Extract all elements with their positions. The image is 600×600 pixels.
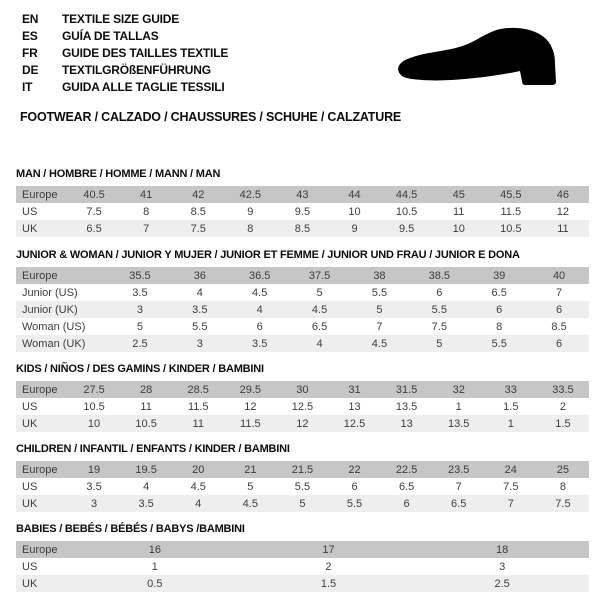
- size-value-cell: 1.5: [320, 577, 337, 590]
- language-row: [22, 44, 228, 61]
- size-value-cell: 7: [455, 480, 462, 493]
- size-value-cell: 11: [452, 205, 465, 218]
- size-value-cell: 12: [556, 205, 570, 218]
- size-value-cell: 8.5: [190, 205, 206, 218]
- size-table-section-babies: [16, 523, 589, 592]
- size-value-cell: 39: [493, 269, 506, 282]
- size-value-cell: 4: [316, 337, 323, 350]
- size-value-cell: 6: [556, 303, 563, 316]
- language-code: FR: [22, 45, 38, 60]
- size-value-cell: 27.5: [83, 383, 105, 396]
- size-value-cell: 35.5: [129, 269, 151, 282]
- size-table-children: [16, 461, 589, 512]
- size-value-cell: 12: [244, 400, 257, 413]
- size-value-cell: 11: [557, 222, 569, 235]
- size-value-cell: 8: [559, 480, 566, 493]
- size-value-cell: 10: [87, 417, 101, 430]
- size-value-cell: 1.5: [503, 400, 519, 413]
- language-code: EN: [22, 11, 39, 26]
- size-value-cell: 6: [403, 497, 410, 510]
- size-value-cell: 7.5: [431, 320, 447, 333]
- size-value-cell: 4: [143, 480, 150, 493]
- size-value-cell: 1: [455, 400, 462, 413]
- table-row: [16, 335, 589, 352]
- size-value-cell: 6: [556, 337, 563, 350]
- size-value-cell: 2: [559, 400, 566, 413]
- row-label-cell: Europe: [22, 269, 58, 282]
- size-value-cell: 5: [136, 320, 143, 333]
- table-row: [16, 301, 589, 318]
- size-value-cell: 5: [316, 286, 323, 299]
- size-value-cell: 44.5: [395, 188, 418, 201]
- size-value-cell: 5.5: [192, 320, 208, 333]
- size-value-cell: 37.5: [308, 269, 331, 282]
- size-value-cell: 42.5: [239, 188, 262, 201]
- size-value-cell: 6: [256, 320, 263, 333]
- language-code: DE: [22, 62, 39, 77]
- size-value-cell: 41: [140, 188, 153, 201]
- size-value-cell: 1: [507, 417, 514, 430]
- size-table-babies: [16, 541, 589, 592]
- size-value-cell: 12.5: [343, 417, 366, 430]
- language-code: ES: [22, 28, 38, 43]
- size-value-cell: 23.5: [447, 463, 470, 476]
- size-value-cell: 29.5: [239, 383, 262, 396]
- size-value-cell: 5: [299, 497, 306, 510]
- size-value-cell: 10.5: [395, 205, 418, 218]
- size-value-cell: 24: [504, 463, 517, 476]
- size-value-cell: 11.5: [500, 205, 522, 218]
- row-label-cell: US: [22, 400, 38, 413]
- language-list: [22, 10, 228, 95]
- size-value-cell: 4.5: [190, 480, 206, 493]
- size-value-cell: 7: [143, 222, 150, 235]
- table-row: [16, 186, 589, 203]
- table-row: [16, 381, 589, 398]
- size-value-cell: 7.5: [86, 205, 102, 218]
- size-value-cell: 3: [499, 560, 506, 573]
- size-value-cell: 12: [296, 417, 309, 430]
- language-code: IT: [22, 79, 33, 94]
- table-row: [16, 203, 589, 220]
- row-label-cell: Woman (US): [22, 320, 86, 333]
- size-value-cell: 33: [504, 383, 517, 396]
- size-value-cell: 12.5: [291, 400, 314, 413]
- language-label: GUIDA ALLE TAGLIE TESSILI: [62, 79, 225, 94]
- size-value-cell: 9: [247, 205, 254, 218]
- table-row: [16, 541, 589, 558]
- size-value-cell: 43: [296, 188, 309, 201]
- size-value-cell: 13: [400, 417, 413, 430]
- row-label-cell: Woman (UK): [22, 337, 86, 350]
- size-value-cell: 3.5: [138, 497, 154, 510]
- size-value-cell: 7: [556, 286, 563, 299]
- size-value-cell: 19: [87, 463, 101, 476]
- size-value-cell: 3: [196, 337, 203, 350]
- size-value-cell: 5.5: [491, 337, 507, 350]
- size-value-cell: 46: [556, 188, 570, 201]
- size-value-cell: 31: [348, 383, 361, 396]
- language-row: [22, 61, 228, 78]
- size-value-cell: 45.5: [500, 188, 522, 201]
- row-label-cell: UK: [22, 577, 38, 590]
- size-value-cell: 9.5: [398, 222, 415, 235]
- size-value-cell: 5.5: [371, 286, 388, 299]
- size-value-cell: 9.5: [294, 205, 311, 218]
- category-title: FOOTWEAR / CALZADO / CHAUSSURES / SCHUHE / CALZATURE: [20, 110, 402, 124]
- size-value-cell: 10.5: [135, 417, 157, 430]
- size-value-cell: 10.5: [500, 222, 522, 235]
- size-table-man: [16, 186, 589, 237]
- size-value-cell: 28.5: [187, 383, 209, 396]
- size-table-kids: [16, 381, 589, 432]
- table-row: [16, 478, 589, 495]
- size-value-cell: 11: [192, 417, 204, 430]
- size-value-cell: 0.5: [147, 577, 163, 590]
- section-title: BABIES / BEBÉS / BÉBÉS / BABYS /BAMBINI: [16, 523, 245, 535]
- table-row: [16, 415, 589, 432]
- language-row: [22, 10, 228, 27]
- size-value-cell: 22.5: [395, 463, 418, 476]
- size-value-cell: 7.5: [190, 222, 206, 235]
- table-row: [16, 267, 589, 284]
- size-value-cell: 6: [496, 303, 503, 316]
- table-row: [16, 558, 589, 575]
- size-value-cell: 45: [452, 188, 465, 201]
- size-value-cell: 33.5: [552, 383, 574, 396]
- size-value-cell: 7.5: [503, 480, 519, 493]
- size-value-cell: 5.5: [346, 497, 363, 510]
- size-value-cell: 28: [140, 383, 153, 396]
- size-value-cell: 5: [436, 337, 443, 350]
- size-value-cell: 6.5: [398, 480, 415, 493]
- size-value-cell: 3.5: [132, 286, 148, 299]
- size-value-cell: 10: [348, 205, 361, 218]
- size-value-cell: 6.5: [311, 320, 328, 333]
- size-value-cell: 8.5: [294, 222, 311, 235]
- size-value-cell: 1: [151, 560, 158, 573]
- size-value-cell: 38.5: [428, 269, 451, 282]
- size-value-cell: 3.5: [192, 303, 208, 316]
- size-value-cell: 3: [136, 303, 143, 316]
- language-label: GUÍA DE TALLAS: [62, 28, 159, 43]
- size-value-cell: 17: [322, 543, 335, 556]
- size-value-cell: 8: [143, 205, 150, 218]
- size-value-cell: 4.5: [371, 337, 388, 350]
- section-title: KIDS / NIÑOS / DES GAMINS / KINDER / BAMBINI: [16, 363, 264, 375]
- size-value-cell: 3.5: [252, 337, 268, 350]
- section-title: JUNIOR & WOMAN / JUNIOR Y MUJER / JUNIOR ET FEMME / JUNIOR UND FRAU / JUNIOR E DONA: [16, 249, 520, 261]
- row-label-cell: US: [22, 205, 38, 218]
- size-value-cell: 20: [192, 463, 205, 476]
- language-label: TEXTILE SIZE GUIDE: [62, 11, 180, 26]
- size-value-cell: 6: [436, 286, 443, 299]
- size-value-cell: 19.5: [135, 463, 157, 476]
- table-row: [16, 220, 589, 237]
- dress-shoe-icon: [392, 24, 578, 100]
- table-row: [16, 461, 589, 478]
- size-value-cell: 6.5: [491, 286, 507, 299]
- size-value-cell: 3.5: [86, 480, 102, 493]
- size-value-cell: 5: [247, 480, 254, 493]
- size-value-cell: 7: [376, 320, 383, 333]
- size-value-cell: 25: [556, 463, 570, 476]
- size-value-cell: 6.5: [451, 497, 467, 510]
- section-title: MAN / HOMBRE / HOMME / MANN / MAN: [16, 168, 221, 180]
- row-label-cell: Europe: [22, 463, 58, 476]
- language-row: [22, 78, 228, 95]
- size-value-cell: 4: [195, 497, 202, 510]
- row-label-cell: US: [22, 560, 38, 573]
- size-value-cell: 9: [351, 222, 358, 235]
- size-value-cell: 3: [90, 497, 98, 510]
- table-row: [16, 318, 589, 335]
- row-label-cell: Junior (UK): [22, 303, 78, 316]
- size-value-cell: 4: [256, 303, 263, 316]
- table-row: [16, 398, 589, 415]
- table-row: [16, 495, 589, 512]
- size-value-cell: 6.5: [86, 222, 102, 235]
- size-value-cell: 22: [348, 463, 361, 476]
- size-value-cell: 44: [348, 188, 361, 201]
- size-value-cell: 2.5: [494, 577, 510, 590]
- size-value-cell: 8.5: [551, 320, 567, 333]
- size-value-cell: 32: [452, 383, 465, 396]
- row-label-cell: Junior (US): [22, 286, 78, 299]
- size-value-cell: 13.5: [447, 417, 470, 430]
- size-value-cell: 8: [247, 222, 254, 235]
- size-value-cell: 2.5: [132, 337, 148, 350]
- table-row: [16, 284, 589, 301]
- size-table-junior: [16, 267, 589, 352]
- size-table-section-man: [16, 168, 589, 237]
- size-value-cell: 36.5: [248, 269, 271, 282]
- size-value-cell: 1.5: [555, 417, 571, 430]
- table-row: [16, 575, 589, 592]
- size-table-section-junior: [16, 249, 589, 352]
- row-label-cell: Europe: [22, 188, 58, 201]
- size-value-cell: 4.5: [242, 497, 258, 510]
- size-value-cell: 2: [325, 560, 332, 573]
- size-value-cell: 11: [140, 400, 152, 413]
- size-value-cell: 10.5: [83, 400, 105, 413]
- size-value-cell: 38: [373, 269, 386, 282]
- row-label-cell: Europe: [22, 543, 58, 556]
- size-table-section-children: [16, 443, 589, 512]
- size-table-section-kids: [16, 363, 589, 432]
- row-label-cell: UK: [22, 497, 38, 510]
- size-value-cell: 40.5: [83, 188, 105, 201]
- size-value-cell: 42: [192, 188, 205, 201]
- size-value-cell: 10: [452, 222, 465, 235]
- size-value-cell: 18: [496, 543, 509, 556]
- row-label-cell: US: [22, 480, 38, 493]
- size-value-cell: 36: [193, 269, 206, 282]
- size-value-cell: 6: [351, 480, 358, 493]
- size-value-cell: 7.5: [555, 497, 571, 510]
- language-label: GUIDE DES TAILLES TEXTILE: [62, 45, 229, 60]
- size-value-cell: 5.5: [431, 303, 447, 316]
- size-value-cell: 21.5: [291, 463, 314, 476]
- size-value-cell: 4.5: [252, 286, 268, 299]
- size-value-cell: 40: [552, 269, 566, 282]
- size-value-cell: 31.5: [395, 383, 418, 396]
- size-value-cell: 11.5: [240, 417, 261, 430]
- size-value-cell: 5: [376, 303, 383, 316]
- size-value-cell: 30: [296, 383, 309, 396]
- row-label-cell: UK: [22, 417, 38, 430]
- size-value-cell: 5.5: [294, 480, 311, 493]
- row-label-cell: UK: [22, 222, 38, 235]
- size-value-cell: 13.5: [395, 400, 418, 413]
- size-value-cell: 13: [348, 400, 361, 413]
- language-label: TEXTILGRÖßENFÜHRUNG: [62, 62, 211, 77]
- row-label-cell: Europe: [22, 383, 58, 396]
- size-value-cell: 21: [244, 463, 257, 476]
- language-row: [22, 27, 228, 44]
- size-value-cell: 8: [496, 320, 503, 333]
- section-title: CHILDREN / INFANTIL / ENFANTS / KINDER / BAMBINI: [16, 443, 290, 455]
- size-value-cell: 4: [196, 286, 203, 299]
- size-value-cell: 7: [507, 497, 514, 510]
- size-value-cell: 16: [148, 543, 161, 556]
- size-value-cell: 11.5: [187, 400, 209, 413]
- size-value-cell: 4.5: [311, 303, 328, 316]
